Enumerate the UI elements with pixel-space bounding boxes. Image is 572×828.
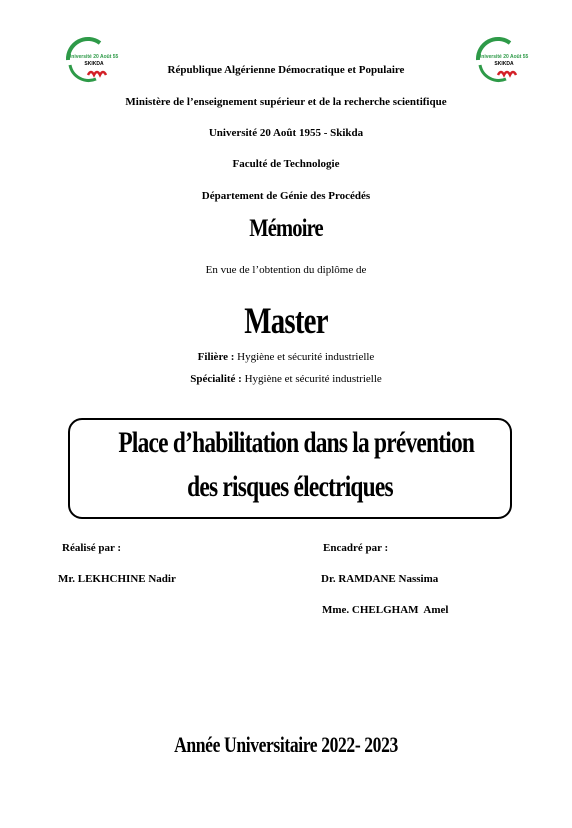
- svg-text:SKIKDA: SKIKDA: [494, 61, 514, 67]
- faculty-name: Faculté de Technologie: [232, 158, 340, 170]
- ministry-name: Ministère de l’enseignement supérieur et de la recherche scientifique: [125, 96, 447, 108]
- supervisor-name-1: Dr. RAMDANE Nassima: [321, 573, 439, 585]
- author-name: Mr. LEKHCHINE Nadir: [58, 573, 176, 585]
- supervisor-name-2: Mme. CHELGHAM Amel: [322, 604, 449, 616]
- memoire-heading: Mémoire: [249, 215, 323, 242]
- encadre-label: Encadré par :: [323, 542, 389, 554]
- specialite-label: Spécialité :: [190, 373, 242, 385]
- specialite-line: [0, 373, 572, 385]
- university-logo-left: [60, 35, 122, 85]
- thesis-title-line-2: des risques électriques: [187, 470, 393, 503]
- realise-label: Réalisé par :: [62, 542, 122, 554]
- degree-heading: Master: [244, 301, 328, 342]
- department-name: Département de Génie des Procédés: [201, 190, 371, 202]
- diploma-subtitle: En vue de l’obtention du diplôme de: [205, 264, 367, 276]
- filiere-label: Filière :: [197, 351, 235, 363]
- filiere-line: [0, 351, 572, 363]
- svg-text:Université 20 Août 55: Université 20 Août 55: [477, 54, 529, 60]
- specialite-value: Hygiène et sécurité industrielle: [241, 373, 382, 385]
- university-logo-right: [470, 35, 532, 85]
- republic-name: République Algérienne Démocratique et Populaire: [167, 64, 405, 76]
- svg-text:SKIKDA: SKIKDA: [84, 61, 104, 67]
- thesis-title-box: [68, 418, 512, 519]
- svg-text:Université 20 Août 55: Université 20 Août 55: [67, 54, 119, 60]
- thesis-title-line-1: Place d’habilitation dans la prévention: [118, 426, 475, 459]
- university-name: Université 20 Août 1955 - Skikda: [208, 127, 364, 139]
- filiere-value: Hygiène et sécurité industrielle: [234, 351, 375, 363]
- academic-year: Année Universitaire 2022- 2023: [174, 732, 398, 757]
